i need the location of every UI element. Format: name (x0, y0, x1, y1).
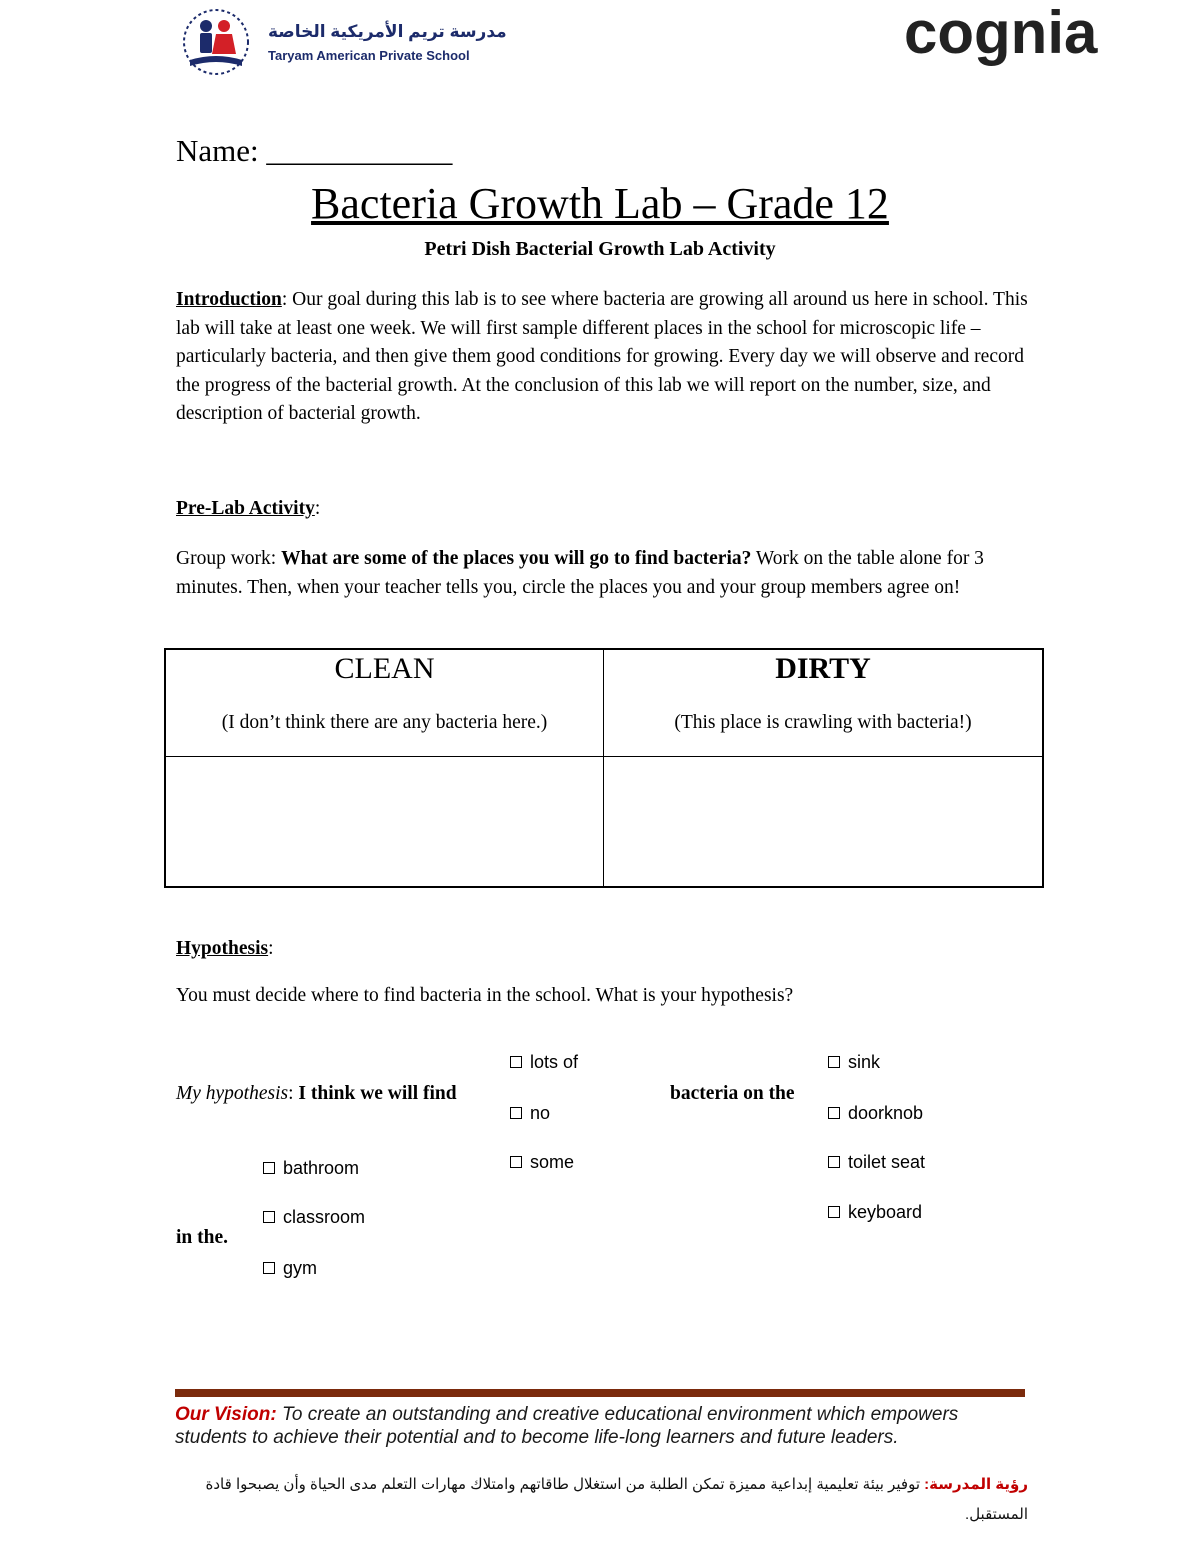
option-some[interactable] (510, 1152, 574, 1173)
vision-statement-arabic (160, 1470, 1028, 1530)
option-bathroom[interactable] (263, 1158, 359, 1179)
dirty-subtitle: (This place is crawling with bacteria!) (674, 712, 972, 733)
dirty-answer-cell[interactable] (604, 757, 1042, 886)
option-classroom-label: classroom (283, 1207, 366, 1227)
option-keyboard[interactable] (828, 1202, 922, 1223)
school-name-arabic: مدرسة تريم الأمريكية الخاصة (268, 22, 507, 41)
checkbox-icon[interactable] (510, 1107, 522, 1119)
checkbox-icon[interactable] (828, 1156, 840, 1168)
hypothesis-label: Hypothesis (176, 938, 269, 959)
in-the-label: in the. (176, 1227, 229, 1248)
school-name-english: Taryam American Private School (268, 48, 470, 63)
school-emblem-icon (176, 8, 256, 76)
cognia-wordmark: cognia (904, 0, 1098, 66)
group-work-question: What are some of the places you will go to find bacteria? (281, 548, 752, 569)
option-some-label: some (530, 1152, 575, 1172)
option-lots-of-label: lots of (530, 1052, 579, 1072)
option-toilet-seat-label: toilet seat (848, 1152, 926, 1172)
prelab-label: Pre-Lab Activity (176, 498, 315, 519)
clean-header-cell (166, 650, 604, 757)
checkbox-icon[interactable] (263, 1211, 275, 1223)
group-work-prefix: Group work: (176, 548, 282, 569)
option-doorknob[interactable] (828, 1103, 923, 1124)
option-classroom[interactable] (263, 1207, 365, 1228)
option-keyboard-label: keyboard (848, 1202, 923, 1222)
cognia-logo (904, 0, 1126, 70)
clean-subtitle: (I don’t think there are any bacteria here.) (221, 712, 548, 733)
vision-label-english: Our Vision: (175, 1404, 277, 1425)
option-no-label: no (530, 1103, 551, 1123)
hypothesis-question: You must decide where to find bacteria in the school. What is your hypothesis? (176, 985, 794, 1006)
checkbox-icon[interactable] (263, 1262, 275, 1274)
footer-divider (175, 1389, 1025, 1397)
vision-statement-english (175, 1403, 1035, 1449)
vision-label-arabic: رؤية المدرسة: (924, 1476, 1028, 1493)
checkbox-icon[interactable] (828, 1206, 840, 1218)
prelab-heading (176, 498, 320, 520)
checkbox-icon[interactable] (263, 1162, 275, 1174)
checkbox-icon[interactable] (510, 1056, 522, 1068)
hypothesis-heading (176, 938, 274, 960)
school-logo (176, 8, 507, 76)
introduction-text: : Our goal during this lab is to see where bacteria are growing all around us here in school. This lab will take at least one week. We will first sample different places in the school for microscopic life – particularly bacteria, and then give them good conditions for growing. Every day we will observe and record the progress of the bacterial growth. At the conclusion of this lab we will report on the number, size, and description of bacterial growth. (176, 289, 1028, 424)
checkbox-icon[interactable] (510, 1156, 522, 1168)
option-no[interactable] (510, 1103, 550, 1124)
clean-answer-cell[interactable] (166, 757, 604, 886)
dirty-title: DIRTY (775, 652, 871, 685)
group-work-instructions: Work on the table alone for 3 minutes. Then, when your teacher tells you, circle the places you and your group members agree on! (176, 548, 984, 598)
group-work-paragraph (176, 545, 1036, 602)
checkbox-icon[interactable] (828, 1107, 840, 1119)
my-hypothesis-label: My hypothesis (176, 1083, 289, 1104)
clean-dirty-table (164, 648, 1044, 888)
option-doorknob-label: doorknob (848, 1103, 924, 1123)
option-lots-of[interactable] (510, 1052, 578, 1073)
my-hypothesis-line (176, 1083, 457, 1105)
my-hypothesis-colon: : (288, 1083, 299, 1104)
option-sink[interactable] (828, 1052, 880, 1073)
vision-text-english: To create an outstanding and creative educational environment which empowers students to achieve their potential and to become life-long learners and future leaders. (175, 1404, 959, 1448)
i-think-label: I think we will find (298, 1083, 457, 1104)
option-toilet-seat[interactable] (828, 1152, 925, 1173)
clean-title: CLEAN (334, 652, 435, 685)
page-subtitle: Petri Dish Bacterial Growth Lab Activity (424, 238, 776, 260)
prelab-colon: : (314, 498, 321, 519)
dirty-header-cell (604, 650, 1042, 757)
option-sink-label: sink (848, 1052, 881, 1072)
introduction-paragraph (176, 286, 1036, 429)
hypothesis-colon: : (268, 938, 274, 959)
option-gym-label: gym (283, 1258, 318, 1278)
option-bathroom-label: bathroom (283, 1158, 360, 1178)
name-line: Name: ____________ (176, 133, 453, 168)
introduction-label: Introduction (176, 289, 282, 310)
checkbox-icon[interactable] (828, 1056, 840, 1068)
page-title: Bacteria Growth Lab – Grade 12 (311, 179, 889, 228)
vision-text-arabic: توفير بيئة تعليمية إبداعية مميزة تمكن الطلبة من استغلال طاقاتهم وامتلاك مهارات التعلم مدى الحياة وأن يصبحوا قادة المستقبل. (205, 1476, 1028, 1523)
option-gym[interactable] (263, 1258, 317, 1279)
bacteria-on-the-label: bacteria on the (670, 1083, 795, 1104)
